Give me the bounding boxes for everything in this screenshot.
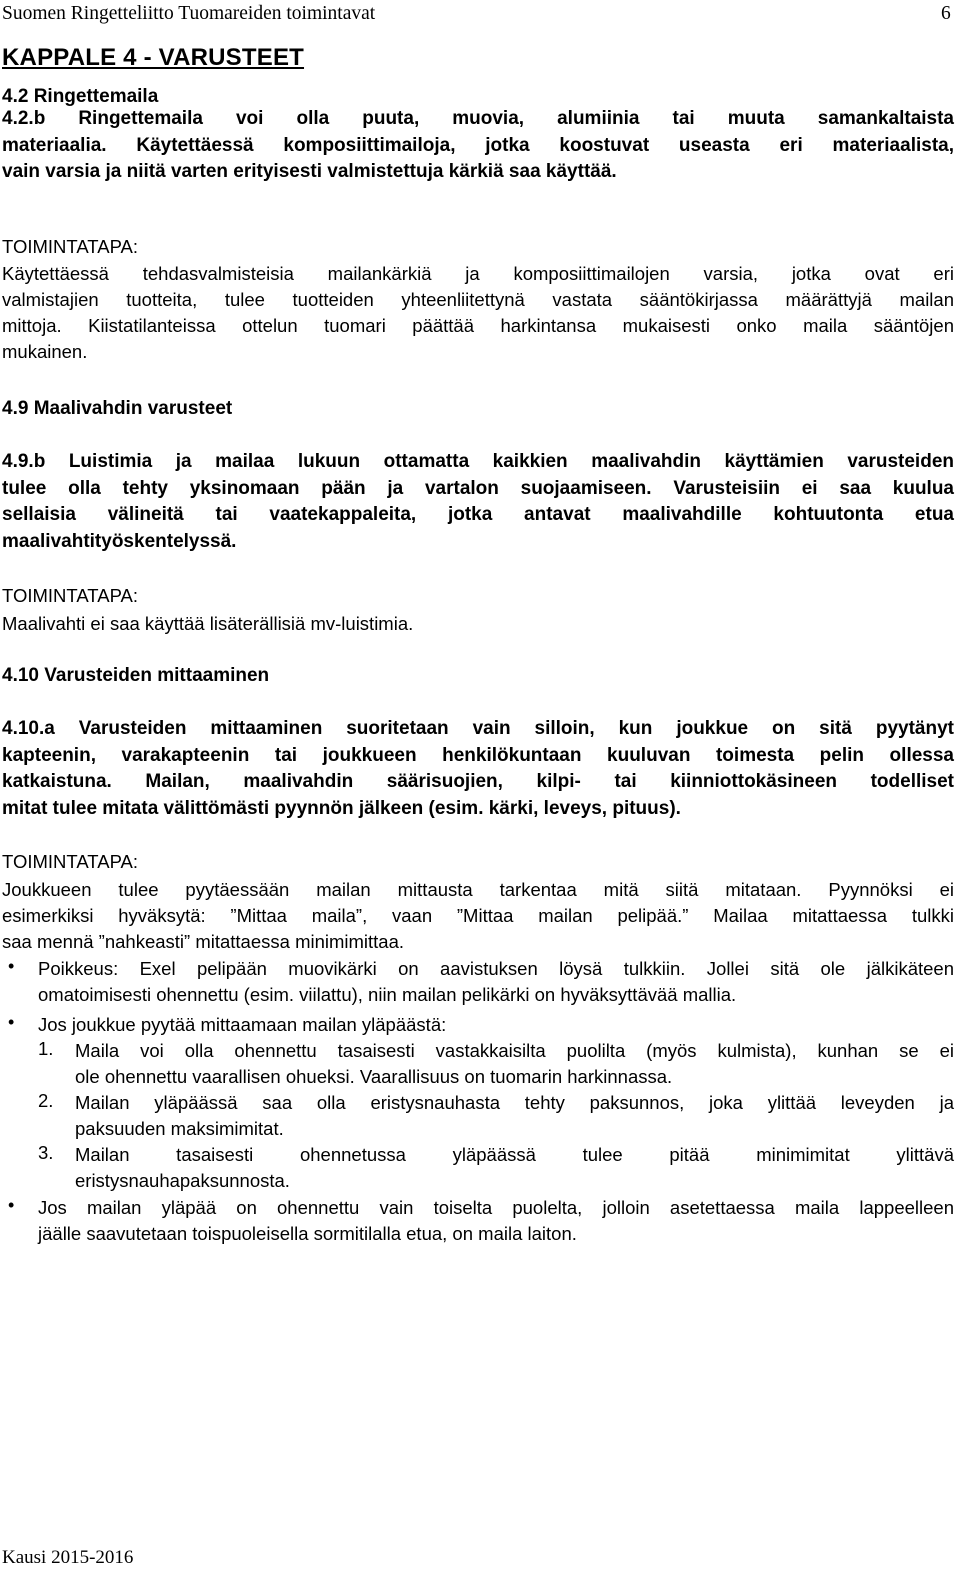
practice-label: TOIMINTATAPA: [2, 236, 139, 257]
chapter-title: KAPPALE 4 - VARUSTEET [2, 44, 305, 71]
rule-line: kapteenin, varakapteenin tai joukkueen henkilökuntaan kuuluvan toimesta pelin ollessa [2, 744, 954, 766]
numbered-item [75, 1142, 954, 1194]
practice-line: saa mennä ”nahkeasti” mitattaessa minimimittaa. [2, 931, 405, 952]
bullet-icon: • [8, 1195, 15, 1215]
practice-line: Käytettäessä tehdasvalmisteisia mailankärkiä ja komposiittimailojen varsia, jotka ovat eri [2, 263, 954, 284]
rule-line: 4.10.a Varusteiden mittaaminen suoritetaan vain silloin, kun joukkue on sitä pyytänyt [2, 718, 954, 739]
rule-4-10-a [2, 716, 954, 822]
rule-line: materiaalia. Käytettäessä komposiittimailoja, jotka koostuvat useasta eri materiaalista, [2, 134, 954, 156]
list-number: 3. [38, 1142, 54, 1163]
footer-season: Kausi 2015-2016 [2, 1547, 134, 1568]
practice-text [2, 261, 954, 365]
rule-4-2-b [2, 106, 954, 186]
practice-line: esimerkiksi hyväksytä: ”Mittaa maila”, vaan ”Mittaa mailan pelipää.” Mailaa mitattaessa tulkki [2, 905, 954, 926]
practice-text [2, 877, 954, 955]
numbered-item-line: Mailan yläpäässä saa olla eristysnauhasta tehty paksunnos, joka ylittää leveyden ja [75, 1092, 954, 1113]
list-item [38, 1012, 954, 1038]
running-header-title: Suomen Ringetteliitto Tuomareiden toimintavat [2, 3, 376, 24]
numbered-item-line: ole ohennettu vaarallisen ohueksi. Vaarallisuus on tuomarin harkinnassa. [75, 1066, 673, 1087]
rule-line: katkaistuna. Mailan, maalivahdin säärisuojien, kilpi- tai kiinniottokäsineen todelliset [2, 771, 954, 792]
practice-line: Joukkueen tulee pyytäessään mailan mittausta tarkentaa mitä siitä mitataan. Pyynnöksi ei [2, 879, 954, 900]
numbered-item-line: Maila voi olla ohennettu tasaisesti vastakkaisilta puolilta (myös kulmista), kunhan se ei [75, 1040, 954, 1061]
section-heading-4-9: 4.9 Maalivahdin varusteet [2, 398, 233, 419]
numbered-item [75, 1090, 954, 1142]
list-item-line: omatoimisesti ohennettu (esim. viilattu), niin mailan pelikärki on hyväksyttävää mallia. [38, 984, 737, 1005]
section-heading-4-10: 4.10 Varusteiden mittaaminen [2, 665, 270, 686]
practice-line: mukainen. [2, 341, 88, 362]
bullet-icon: • [8, 956, 15, 976]
numbered-item [75, 1038, 954, 1090]
rule-line: 4.2.b Ringettemaila voi olla puuta, muovia, alumiinia tai muuta samankaltaista [2, 108, 954, 129]
list-item-line: Jos mailan yläpää on ohennettu vain toiselta puolelta, jolloin asetettaessa maila lappeelleen [38, 1197, 954, 1218]
bullet-icon: • [8, 1012, 15, 1032]
list-item-line: Jos joukkue pyytää mittaamaan mailan yläpäästä: [38, 1014, 447, 1035]
practice-label: TOIMINTATAPA: [2, 851, 139, 872]
practice-text [2, 611, 954, 637]
list-item [38, 956, 954, 1008]
rule-line: vain varsia ja niitä varten erityisesti valmistettuja kärkiä saa käyttää. [2, 161, 617, 182]
list-number: 1. [38, 1038, 54, 1059]
list-item [38, 1195, 954, 1247]
rule-line: mitat tulee mitata välittömästi pyynnön jälkeen (esim. kärki, leveys, pituus). [2, 797, 681, 819]
rule-line: sellaisia välineitä tai vaatekappaleita, jotka antavat maalivahdille kohtuutonta etua [2, 504, 954, 525]
numbered-item-line: paksuuden maksimimitat. [75, 1118, 284, 1139]
rule-line: maalivahtityöskentelyssä. [2, 530, 237, 552]
rule-line: tulee olla tehty yksinomaan pään ja vartalon suojaamiseen. Varusteisiin ei saa kuulua [2, 477, 954, 499]
numbered-item-line: eristysnauhapaksunnosta. [75, 1170, 290, 1191]
list-item-line: Poikkeus: Exel pelipään muovikärki on aavistuksen löysä tulkkiin. Jollei sitä ole jälkikäteen [38, 958, 954, 979]
section-heading-4-2: 4.2 Ringettemaila [2, 86, 159, 107]
rule-line: 4.9.b Luistimia ja mailaa lukuun ottamatta kaikkien maalivahdin käyttämien varusteiden [2, 451, 954, 472]
practice-line: mittoja. Kiistatilanteissa ottelun tuomari päättää harkintansa mukaisesti onko maila sääntöjen [2, 315, 954, 336]
practice-label: TOIMINTATAPA: [2, 585, 139, 606]
numbered-item-line: Mailan tasaisesti ohennetussa yläpäässä tulee pitää minimimitat ylittävä [75, 1144, 954, 1165]
list-number: 2. [38, 1090, 54, 1111]
page-number: 6 [941, 3, 951, 24]
practice-line: valmistajien tuotteita, tulee tuotteiden yhteenliitettynä vastata sääntökirjassa määrättyjä mailan [2, 289, 954, 310]
practice-line: Maalivahti ei saa käyttää lisäterällisiä mv-luistimia. [2, 613, 414, 634]
rule-4-9-b [2, 449, 954, 555]
list-item-line: jäälle saavutetaan toispuoleisella sormitilalla etua, on maila laiton. [38, 1223, 577, 1244]
